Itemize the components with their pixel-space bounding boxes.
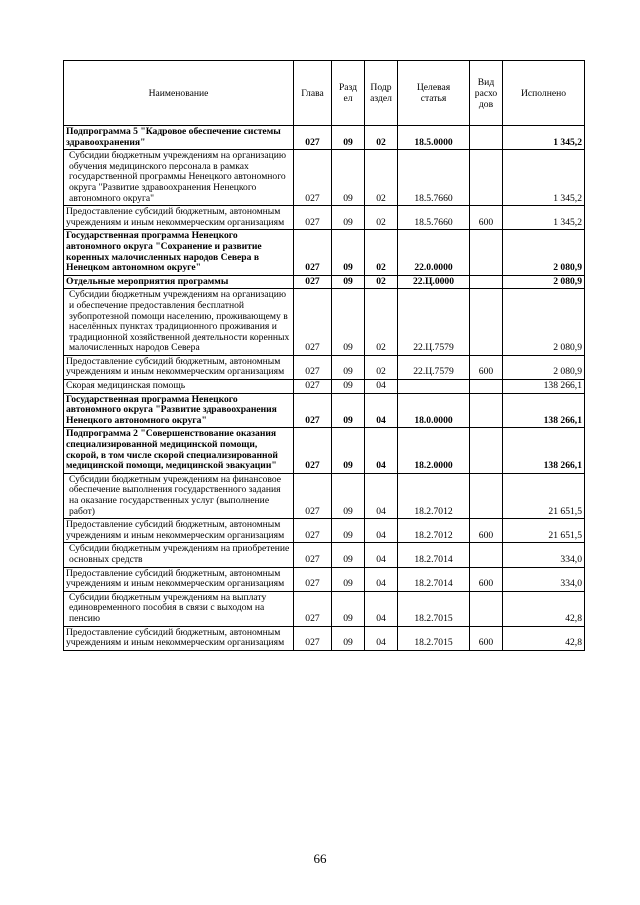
- cell-name: Субсидии бюджетным учреждениям на выплату единовременного пособия в связи с выходом на пенсию: [64, 591, 294, 626]
- cell-article: 18.2.7012: [398, 473, 470, 518]
- cell-razdel: 09: [332, 380, 365, 394]
- cell-podrazdel: 04: [365, 519, 398, 543]
- cell-razdel: 09: [332, 473, 365, 518]
- cell-article: 22.Ц.7579: [398, 289, 470, 356]
- cell-podrazdel: 02: [365, 355, 398, 379]
- cell-name: Субсидии бюджетным учреждениям на организацию и обеспечение предоставления бесплатной зубопротезной помощи населению, проживающему в населённых пунктах традиционного проживания и традиционной хозяйственной деятельности коренных малочисленных народов Севера: [64, 289, 294, 356]
- cell-vid: [470, 289, 503, 356]
- cell-amount: 2 080,9: [503, 355, 585, 379]
- cell-glava: 027: [294, 126, 332, 150]
- cell-glava: 027: [294, 380, 332, 394]
- cell-name: Предоставление субсидий бюджетным, автономным учреждениям и иным некоммерческим организациям: [64, 626, 294, 650]
- cell-article: 18.2.7014: [398, 567, 470, 591]
- cell-razdel: 09: [332, 230, 365, 275]
- cell-vid: [470, 393, 503, 428]
- table-row: [64, 543, 585, 567]
- cell-glava: 027: [294, 355, 332, 379]
- cell-podrazdel: 02: [365, 275, 398, 289]
- cell-vid: [470, 428, 503, 473]
- cell-article: 18.2.7014: [398, 543, 470, 567]
- cell-vid: [470, 380, 503, 394]
- cell-glava: 027: [294, 275, 332, 289]
- cell-razdel: 09: [332, 393, 365, 428]
- cell-name: Субсидии бюджетным учреждениям на приобретение основных средств: [64, 543, 294, 567]
- budget-table: [63, 60, 585, 651]
- cell-podrazdel: 02: [365, 126, 398, 150]
- table-row: [64, 275, 585, 289]
- cell-glava: 027: [294, 567, 332, 591]
- table-row: [64, 626, 585, 650]
- cell-razdel: 09: [332, 206, 365, 230]
- cell-name: Подпрограмма 5 "Кадровое обеспечение системы здравоохранения": [64, 126, 294, 150]
- cell-vid: [470, 275, 503, 289]
- cell-amount: 42,8: [503, 626, 585, 650]
- header-amount: Исполнено: [503, 61, 585, 126]
- cell-amount: 2 080,9: [503, 230, 585, 275]
- cell-razdel: 09: [332, 591, 365, 626]
- cell-glava: 027: [294, 150, 332, 206]
- cell-name: Предоставление субсидий бюджетным, автономным учреждениям и иным некоммерческим организациям: [64, 355, 294, 379]
- cell-amount: 1 345,2: [503, 206, 585, 230]
- table-header-row: [64, 61, 585, 126]
- header-vid: Вид расхо дов: [470, 61, 503, 126]
- cell-glava: 027: [294, 591, 332, 626]
- cell-podrazdel: 04: [365, 393, 398, 428]
- cell-amount: 2 080,9: [503, 275, 585, 289]
- cell-article: [398, 380, 470, 394]
- cell-article: 18.2.7015: [398, 626, 470, 650]
- cell-vid: [470, 230, 503, 275]
- cell-glava: 027: [294, 206, 332, 230]
- cell-vid: 600: [470, 626, 503, 650]
- cell-amount: 334,0: [503, 543, 585, 567]
- header-razdel: Разд ел: [332, 61, 365, 126]
- cell-podrazdel: 02: [365, 230, 398, 275]
- cell-name: Подпрограмма 2 "Совершенствование оказания специализированной медицинской помощи, скорой, в том числе скорой специализированной медицинской помощи, медицинской эвакуации": [64, 428, 294, 473]
- cell-article: 18.2.7015: [398, 591, 470, 626]
- table-row: [64, 230, 585, 275]
- table-row: [64, 519, 585, 543]
- cell-amount: 21 651,5: [503, 473, 585, 518]
- cell-vid: [470, 543, 503, 567]
- cell-vid: [470, 126, 503, 150]
- cell-article: 22.Ц.7579: [398, 355, 470, 379]
- cell-glava: 027: [294, 230, 332, 275]
- cell-razdel: 09: [332, 519, 365, 543]
- cell-podrazdel: 02: [365, 289, 398, 356]
- cell-article: 22.0.0000: [398, 230, 470, 275]
- cell-razdel: 09: [332, 355, 365, 379]
- cell-article: 18.0.0000: [398, 393, 470, 428]
- cell-name: Государственная программа Ненецкого автономного округа "Сохранение и развитие коренных малочисленных народов Севера в Ненецком автономном округе": [64, 230, 294, 275]
- cell-name: Предоставление субсидий бюджетным, автономным учреждениям и иным некоммерческим организациям: [64, 519, 294, 543]
- cell-vid: [470, 473, 503, 518]
- cell-amount: 138 266,1: [503, 380, 585, 394]
- cell-podrazdel: 02: [365, 206, 398, 230]
- cell-amount: 138 266,1: [503, 428, 585, 473]
- table-row: [64, 428, 585, 473]
- cell-podrazdel: 04: [365, 567, 398, 591]
- table-body: [64, 126, 585, 651]
- table-row: [64, 150, 585, 206]
- cell-glava: 027: [294, 519, 332, 543]
- table-row: [64, 206, 585, 230]
- cell-name: Отдельные мероприятия программы: [64, 275, 294, 289]
- cell-podrazdel: 04: [365, 428, 398, 473]
- cell-podrazdel: 04: [365, 543, 398, 567]
- cell-razdel: 09: [332, 428, 365, 473]
- cell-amount: 1 345,2: [503, 150, 585, 206]
- table-row: [64, 289, 585, 356]
- cell-name: Субсидии бюджетным учреждениям на финансовое обеспечение выполнения государственного задания на оказание государственных услуг (выполнение работ): [64, 473, 294, 518]
- page-number: 66: [313, 851, 327, 866]
- cell-podrazdel: 04: [365, 473, 398, 518]
- cell-amount: 2 080,9: [503, 289, 585, 356]
- cell-razdel: 09: [332, 126, 365, 150]
- cell-glava: 027: [294, 543, 332, 567]
- cell-razdel: 09: [332, 275, 365, 289]
- table-row: [64, 380, 585, 394]
- table-row: [64, 567, 585, 591]
- cell-glava: 027: [294, 473, 332, 518]
- table-row: [64, 473, 585, 518]
- cell-glava: 027: [294, 393, 332, 428]
- cell-article: 22.Ц.0000: [398, 275, 470, 289]
- cell-amount: 1 345,2: [503, 126, 585, 150]
- cell-name: Государственная программа Ненецкого автономного округа "Развитие здравоохранения Ненецкого автономного округа": [64, 393, 294, 428]
- cell-podrazdel: 04: [365, 626, 398, 650]
- cell-vid: 600: [470, 355, 503, 379]
- cell-glava: 027: [294, 626, 332, 650]
- cell-razdel: 09: [332, 150, 365, 206]
- cell-razdel: 09: [332, 543, 365, 567]
- cell-article: 18.5.7660: [398, 150, 470, 206]
- cell-amount: 42,8: [503, 591, 585, 626]
- cell-article: 18.2.0000: [398, 428, 470, 473]
- cell-name: Предоставление субсидий бюджетным, автономным учреждениям и иным некоммерческим организациям: [64, 206, 294, 230]
- cell-name: Скорая медицинская помощь: [64, 380, 294, 394]
- cell-glava: 027: [294, 289, 332, 356]
- cell-article: 18.2.7012: [398, 519, 470, 543]
- cell-name: Предоставление субсидий бюджетным, автономным учреждениям и иным некоммерческим организациям: [64, 567, 294, 591]
- cell-amount: 334,0: [503, 567, 585, 591]
- cell-amount: 21 651,5: [503, 519, 585, 543]
- cell-razdel: 09: [332, 289, 365, 356]
- header-name: Наименование: [64, 61, 294, 126]
- cell-podrazdel: 02: [365, 150, 398, 206]
- cell-podrazdel: 04: [365, 591, 398, 626]
- header-podrazdel: Подр аздел: [365, 61, 398, 126]
- cell-vid: 600: [470, 519, 503, 543]
- cell-razdel: 09: [332, 626, 365, 650]
- header-glava: Глава: [294, 61, 332, 126]
- cell-name: Субсидии бюджетным учреждениям на организацию обучения медицинского персонала в рамках государственной программы Ненецкого автономного округа "Развитие здравоохранения Ненецкого автономного округа": [64, 150, 294, 206]
- cell-vid: 600: [470, 567, 503, 591]
- header-article: Целевая статья: [398, 61, 470, 126]
- table-row: [64, 355, 585, 379]
- cell-razdel: 09: [332, 567, 365, 591]
- cell-amount: 138 266,1: [503, 393, 585, 428]
- cell-glava: 027: [294, 428, 332, 473]
- table-row: [64, 393, 585, 428]
- cell-vid: [470, 150, 503, 206]
- cell-podrazdel: 04: [365, 380, 398, 394]
- cell-article: 18.5.7660: [398, 206, 470, 230]
- table-row: [64, 591, 585, 626]
- cell-article: 18.5.0000: [398, 126, 470, 150]
- cell-vid: [470, 591, 503, 626]
- cell-vid: 600: [470, 206, 503, 230]
- table-row: [64, 126, 585, 150]
